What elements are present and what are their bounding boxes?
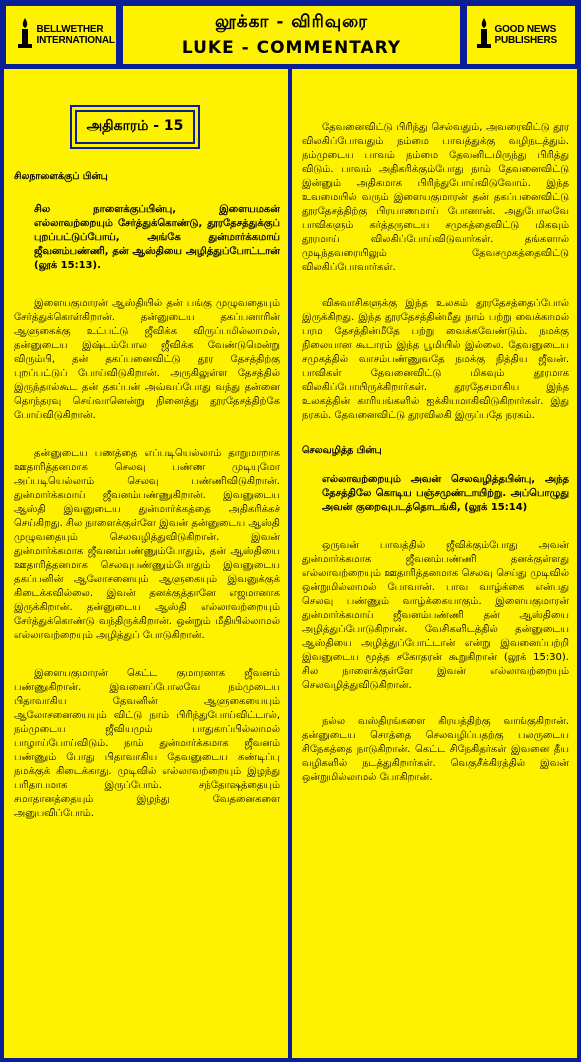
- chapter-label: அதிகாரம் - 15: [75, 110, 195, 144]
- chapter-heading: [70, 105, 200, 149]
- scripture-quote: எல்லாவற்றையும் அவன் செலவழித்தபின்பு, அந்த தேசத்திலே கொடிய பஞ்சமுண்டாயிற்று. அப்பொழுது அவன் குறைவுபடத்தொடங்கி, (லூக் 15:14): [322, 474, 569, 513]
- right-column: [292, 69, 577, 1058]
- scripture-quote: சில நாளைக்குப்பின்பு, இளையமகன் எல்லாவற்றையும் சேர்த்துக்கொண்டு, தூரதேசத்துக்குப் புறப்பட்டுப்போய், அங்கே துன்மார்க்கமாய் ஜீவனம்பண்ணி, தன் ஆஸ்தியை அழித்துப்போட்டான் (லூக் 15:13).: [34, 204, 280, 271]
- left-column: [4, 69, 288, 1058]
- header: [4, 4, 577, 66]
- logo-right-text: GOOD NEWS PUBLISHERS: [494, 24, 557, 46]
- logo-left-text: BELLWETHER INTERNATIONAL: [36, 24, 115, 46]
- publisher-logo-left: [4, 4, 118, 66]
- candle-icon: [476, 16, 492, 54]
- title-box: [121, 4, 462, 66]
- paragraph: தன்னுடைய பணத்தை எப்படியெல்லாம் தாறுமாறாக ஊதாரித்தனமாக செலவு பண்ண முடியுமோ அப்படியெல்லாம் செலவு பண்ணிவிடுகிறான். துன்மார்க்கமாய் ஜீவனம்பண்ணுகிறான். இவனுடைய ஆஸ்தி இவனுடைய துன்மார்க்கத்தை அதிகரிக்கச் செய்கிறது. சில நாளைக்குள்ளே இவன் தன்னுடைய ஆஸ்தி முழுவதையும் செலவழித்துவிடுகிறான். இவன் துன்மார்க்கமாக ஜீவனம்பண்ணும்போதும், தன் ஆஸ்தியை ஊதாரித்தனமாக செலவுபண்ணும்போதும் இவனுடைய தகப்பனின் ஆலோசனையும் ஆளுகையும் இவனுக்குக் கிடைக்கவில்லை. இவன் தனக்குத்தானே எஜமானாக இருக்கிறான். தன்னுடைய ஆஸ்தி எல்லாவற்றையும் சேர்த்துக்கொண்டு வந்திருக்கிறான். ஒன்றும் மீதியில்லாமல் எல்லாவற்றையும் அழித்துப் போடுகிறான்.: [14, 448, 280, 641]
- title-english: LUKE - COMMENTARY: [181, 38, 402, 58]
- title-tamil: லூக்கா - விரிவுரை: [214, 12, 369, 32]
- section-subheading: செலவழித்த பின்பு: [302, 445, 382, 456]
- paragraph: நல்ல வஸ்திரங்களை கிரயத்திற்கு வாங்குகிறான். தன்னுடைய சொத்தை செலவழிப்பதற்கு பலருடைய சிநேகத்தை நாடுகிறான். கெட்ட சிநேகிதர்கள் இவனை தீய வழிகளில் நடத்துகிறார்கள். வெகுசீக்கிரத்தில் இவன் ஒன்றுமில்லாமல் போகிறான்.: [302, 716, 569, 783]
- candle-icon: [16, 16, 34, 54]
- publisher-logo-right: [465, 4, 577, 66]
- paragraph: இளையகுமாரன் ஆஸ்தியில் தன் பங்கு முழுவதையும் சேர்த்துக்கொள்கிறான். தன்னுடைய தகப்பனாரின் ஆளுகைக்கு உட்பட்டு ஜீவிக்க விருப்பமில்லாமல், தன்னுடைய இஷ்டம்போல ஜீவிக்க வேண்டுமென்று விரும்பி, தன் தகப்பனைவிட்டு தூர தேசத்திற்கு புறப்பட்டுப் போய்விடுகிறான். அருகிலுள்ள தேசத்தில் இருந்தால்கூட தன் தகப்பன் அவ்வப்போது வந்து தன்னை தொந்தரவு செய்வானென்று நினைத்து தூரதேசத்திற்கே போய்விடுகிறான்.: [14, 298, 280, 421]
- paragraph: விசுவாசிகளுக்கு இந்த உலகம் தூரதேசத்தைப்போல் இருக்கிறது. இந்த தூரதேசத்தின்மீது நாம் பற்று வைக்காமல் பரம தேசத்தின்மீதே பற்று வைக்கவேண்டும். நமக்கு நிலையான கூடாரம் இந்த பூமியில் இல்லை. தேவனுடைய சமுகத்தில் வாசம்பண்ணுவதே நமக்கு நித்திய ஜீவன். பாவிகள் தேவனைவிட்டு மிகவும் தூரமாக விலகிப்போயிருக்கிறார்கள். தூரதேசமாகிய இந்த உலகத்தின் காரியங்களில் ஐக்கியமாகிவிடுகிறார்கள். இது நரகம். தேவனைவிட்டு தூரவிலகி இருப்பதே நரகம்.: [302, 298, 569, 421]
- paragraph: ஒருவன் பாவத்தில் ஜீவிக்கும்போது அவன் துன்மார்க்கமாக ஜீவனம்பண்ணி தனக்குள்ளது எல்லாவற்றையும் ஊதாரித்தனமாக செலவு செய்து முடிவில் ஒன்றுமில்லாமல் போவான். பாவ வாழ்க்கை என்பது செலவு பண்ணும் வாழ்க்கையாகும். இளையகுமாரன் துன்மார்க்கமாய் ஜீவனம்பண்ணி தன் ஆஸ்தியை அழித்துப்போடுகிறான். வேசிகளிடத்தில் தன்னுடைய ஆஸ்தியை அழித்துப்போட்டான் என்று இவனைப்பற்றி இவனுடைய மூத்த சகோதரன் கூறுகிறான் (லூக் 15:30). சில நாளைக்குள்ளே இவன் எல்லாவற்றையும் செலவழித்துவிடுகிறான்.: [302, 540, 569, 691]
- paragraph: தேவனைவிட்டு பிரிந்து செல்வதும், அவரைவிட்டு தூர விலகிப்போவதும் நம்மை பாவத்துக்கு வழிநடத்தும். நம்முடைய பாவம் நம்மை தேவனிடமிருந்து பிரித்து விடும். பாவம் அதிகரிக்கும்போது நாம் தேவனைவிட்டு இன்னும் அதிகமாக பிரிந்துபோய்விடுவோம். இந்த உவமையில் வரும் இளையகுமாரன் தன் தகப்பனைவிட்டு தூரதேசத்திற்கு பிரயாணமாய் போனான். அதுபோலவே பாவிகளும் கர்த்தருடைய சமுகத்தைவிட்டு மிகவும் தூரமாய் விலகிப்போய்விடுவார்கள். தங்களால் முடிந்தவரையிலும் தேவசமுகத்தைவிட்டு விலகிப்போவார்கள்.: [302, 122, 569, 273]
- paragraph: இளையகுமாரன் கெட்ட குமாரனாக ஜீவனம் பண்ணுகிறான். இவனைப்போலவே நம்முடைய பிதாவாகிய தேவனின் ஆளுகையையும் ஆலோசனையையும் விட்டு நாம் பிரிந்துபோய்விட்டால், நம்முடைய ஜீவியமும் பாதுகாப்பில்லாமல் பாழாய்போய்விடும். நாம் துன்மார்க்கமாக ஜீவனம் பண்ணும் போது பிதாவாகிய தேவனுடைய கண்டிப்பு நமக்குக் கிடைக்காது. முடிவில் எல்லாவற்றையும் இழந்து பரிதாபமாக இருப்போம். சந்தோஷத்தையும் சமாதானத்தையும் இழந்து வேதனைகளை அனுபவிப்போம்.: [14, 668, 280, 819]
- section-subheading: சிலநாளைக்குப் பின்பு: [14, 171, 108, 182]
